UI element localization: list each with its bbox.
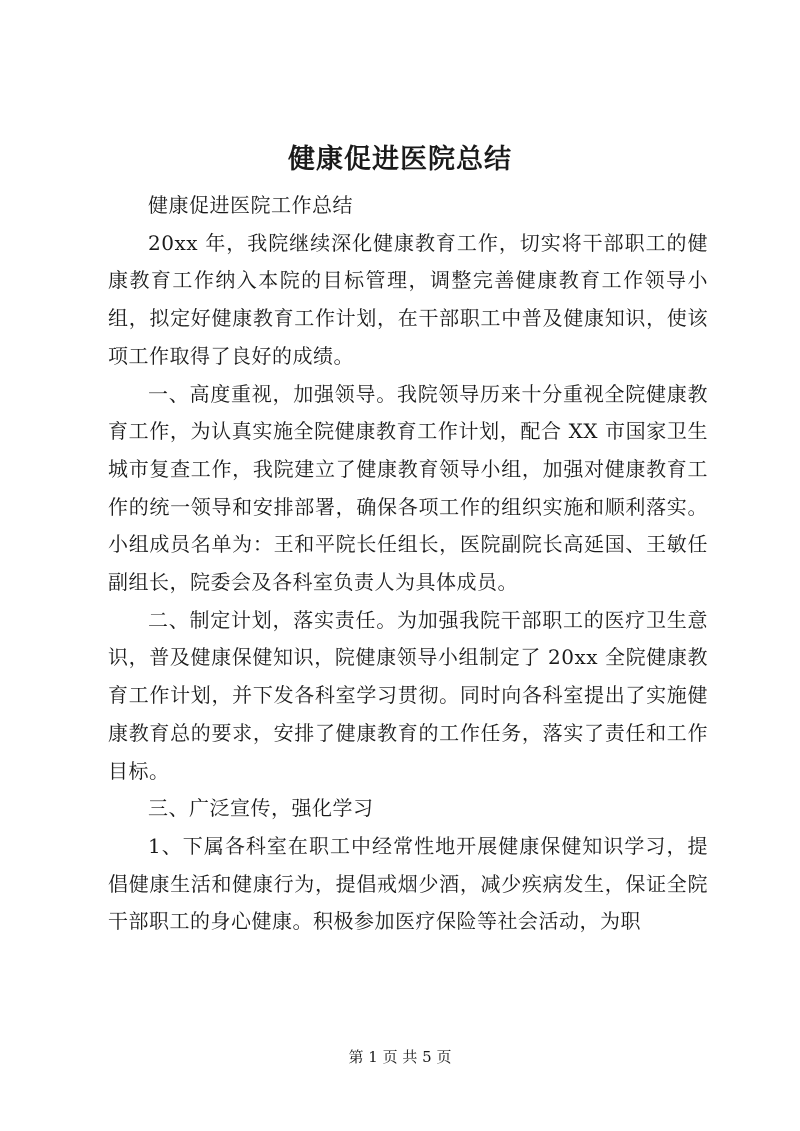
- section-three-heading: 三、广泛宣传，强化学习: [148, 796, 374, 821]
- page-footer: 第 1 页 共 5 页: [348, 1048, 452, 1066]
- document-body: [108, 187, 708, 941]
- section-two-paragraph: 二、制定计划，落实责任。为加强我院干部职工的医疗卫生意识，普及健康保健知识，院健康领导小组制定了 20xx 全院健康教育工作计划，并下发各科室学习贯彻。同时向各科室提出了实施健康教育总的要求，安排了健康教育的工作任务，落实了责任和工作目标。: [108, 607, 708, 783]
- section-three-item-one: 1、下属各科室在职工中经常性地开展健康保健知识学习，提倡健康生活和健康行为，提倡戒烟少酒，减少疾病发生，保证全院干部职工的身心健康。积极参加医疗保险等社会活动，为职: [108, 833, 708, 934]
- intro-paragraph: 20xx 年，我院继续深化健康教育工作，切实将干部职工的健康教育工作纳入本院的目标管理，调整完善健康教育工作领导小组，拟定好健康教育工作计划，在干部职工中普及健康知识，使该项工作取得了良好的成绩。: [108, 230, 708, 368]
- subtitle-paragraph: 健康促进医院工作总结: [148, 193, 353, 217]
- section-one-paragraph: 一、高度重视，加强领导。我院领导历来十分重视全院健康教育工作，为认真实施全院健康教育工作计划，配合 XX 市国家卫生城市复查工作，我院建立了健康教育领导小组，加强对健康教育工作的统一领导和安排部署，确保各项工作的组织实施和顺利落实。小组成员名单为：王和平院长任组长，医院副院长高延国、王敏任副组长，院委会及各科室负责人为具体成员。: [108, 381, 708, 595]
- document-title: 健康促进医院总结: [288, 144, 512, 175]
